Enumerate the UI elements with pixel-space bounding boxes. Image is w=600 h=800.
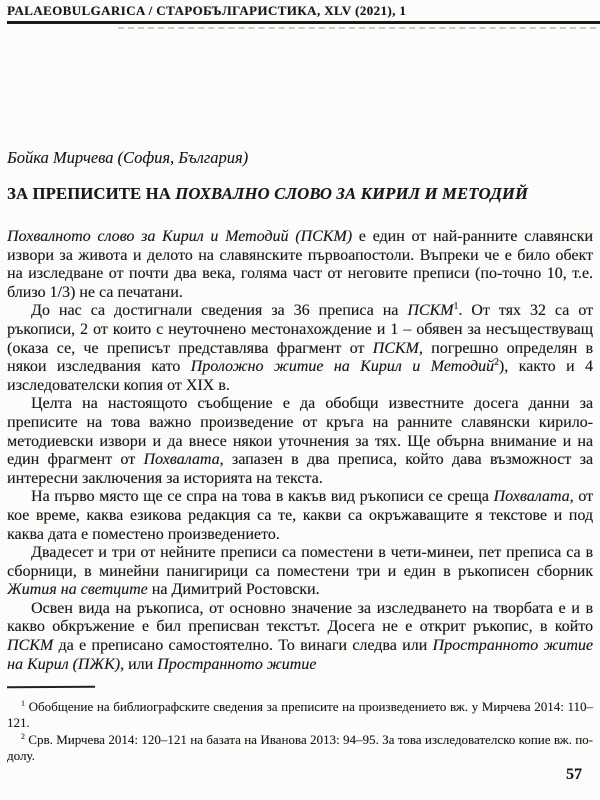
text-run: ЗА ПРЕПИСИТЕ НА [7,184,176,203]
footnote-separator [7,686,95,689]
footnote-marker: 2 [21,731,25,741]
article-body [7,228,593,674]
text-run: ПСКМ [7,637,54,655]
text-run: ПСКМ [407,302,454,320]
text-run: Целта на настоящото съобщение е да обобщи известните досега данни за преписите на това важно произведение от кръга на ранните славянски кирило-методиевски извори и да внесе някои уточнения за тях. Ще обърна внимание и на един фрагмент от [7,395,593,469]
header-rule [7,21,600,24]
footnote [7,699,593,732]
text-run: ПСКМ [372,339,419,357]
text-run: Срв. Мирчева 2014: 120–121 на базата на Иванова 2013: 94–95. За това изследователско копие вж. по-долу. [7,731,593,764]
text-run: Проложно житие на Кирил и Методий [190,358,495,376]
text-run: , запазен в два преписа, който дава възможност за интересни заключения за историята на текста. [7,451,593,487]
text-run: Похвалата [143,451,220,469]
header-rule-scan-artifact [118,27,596,29]
text-run: , или [120,655,158,673]
paragraph [7,600,593,674]
page-number: 57 [566,766,582,783]
text-run: Похвалата [493,488,570,506]
author-line: Бойка Мирчева (София, България) [7,148,249,167]
text-run: Пространното житие [157,655,317,673]
footnote-ref: 2 [494,356,499,368]
paragraph [7,302,593,395]
text-run: ПОХВАЛНО СЛОВО ЗА КИРИЛ И МЕТОДИЙ [175,184,529,203]
text-run: , погрешно определян в някои изследвания като [7,339,593,376]
article-title [7,184,592,204]
footnote-ref: 1 [453,301,459,313]
text-run: До нас са достигнали сведения за 36 преписа на [31,302,408,320]
footnote [7,732,593,765]
text-run: Жития на светците [7,581,148,599]
text-run: Пространното житие на Кирил (ПЖК) [7,637,593,673]
footnotes [7,699,593,765]
text-run: Освен вида на ръкописа, от основно значение за изследването на творбата е и в какво обкръжение е бил преписван текстът. Досега не е открит ръкопис, в който [7,599,593,636]
paragraph [7,228,593,302]
text-run: Похвалното слово за Кирил и Методий (ПСКМ) [7,228,353,245]
paragraph [7,488,593,544]
text-run: , от кое време, каква езикова редакция са те, какви са окръжаващите я текстове и под каква дата е поместено произведението. [7,488,594,543]
footnote-marker: 1 [21,698,25,708]
text-run: ), както и 4 изследователски копия от XIX в. [7,358,593,394]
text-run: . От тях 32 са от ръкописи, 2 от които с неуточнено местонахождение и 1 – обявен за несъществуващ (оказа се, че преписът представлява фрагмент от [7,302,594,357]
text-run: Обобщение на библиографските сведения за преписите на произведението вж. у Мирчева 2014: 110–121. [7,699,593,731]
text-run: да е преписано самостоятелно. То винаги следва или [53,637,433,655]
paragraph [7,544,593,600]
paragraph [7,395,593,488]
running-head: PALAEOBULGARICA / СТАРОБЪЛГАРИСТИКА, XLV (2021), 1 [7,3,407,18]
text-run: на Димитрий Ростовски. [147,581,320,599]
text-run: На първо място ще се спра на това в какъв вид ръкописи се среща [31,488,494,506]
text-run: Двадесет и три от нейните преписи са поместени в чети-минеи, пет преписа са в сборници, в минейни панигирици са поместени три и един в ръкописен сборник [7,544,593,580]
text-run: е един от най-ранните славянски извори за живота и делото на славянските първоапостоли. Въпреки че е било обект на изследване от почти два века, голяма част от неговите преписи (по-точно 10, т.е. близо 1/3) не са печатани. [7,228,593,301]
